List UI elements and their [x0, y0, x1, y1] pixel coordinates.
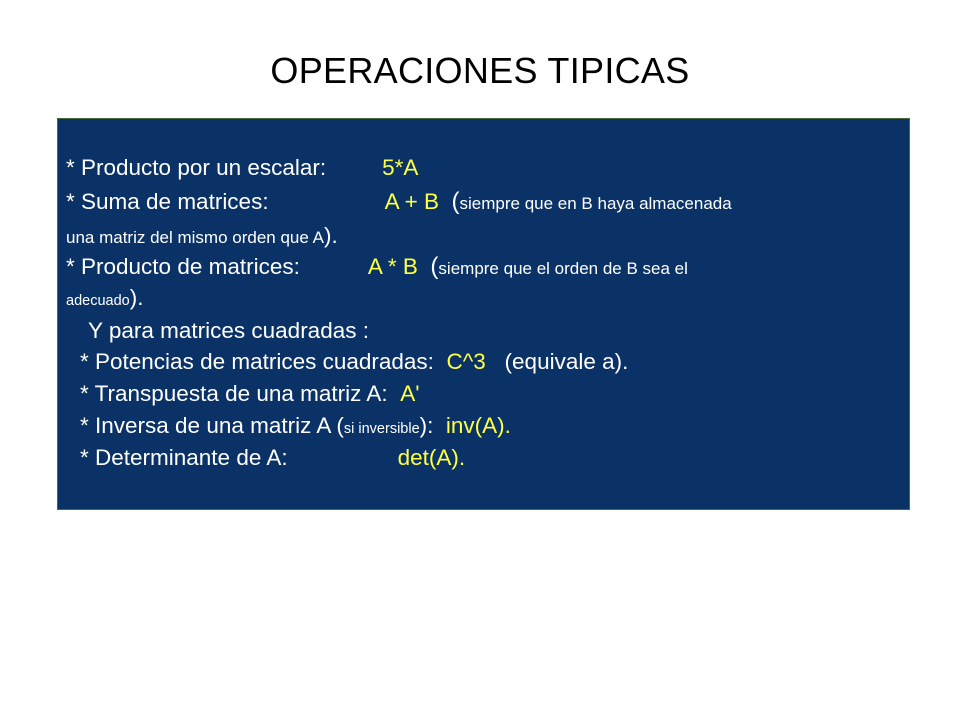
- item-note-cont: una matriz del mismo orden que A: [66, 228, 324, 247]
- list-item-matrix-sum: [66, 188, 732, 216]
- item-tail: (equivale a).: [504, 349, 629, 374]
- section-heading-square: Y para matrices cuadradas :: [88, 318, 369, 343]
- list-item-transpose: [80, 381, 420, 407]
- item-code: det(A).: [397, 445, 466, 470]
- operations-panel: [57, 118, 910, 510]
- item-label: * Transpuesta de una matriz A:: [80, 381, 388, 406]
- item-note-cont: adecuado: [66, 293, 130, 309]
- list-item-scalar-product: [66, 155, 418, 181]
- list-item-matrix-sum-cont: [66, 223, 338, 249]
- list-item-powers: [80, 349, 628, 375]
- item-open-paren: (: [451, 188, 460, 215]
- list-item-inverse: [80, 413, 511, 439]
- list-item-matrix-product-cont: [66, 285, 143, 311]
- item-close-paren: ).: [129, 285, 144, 310]
- item-label: * Suma de matrices:: [66, 189, 269, 214]
- page-title: OPERACIONES TIPICAS: [270, 50, 690, 91]
- list-item-determinant: [80, 445, 465, 471]
- item-label: * Potencias de matrices cuadradas:: [80, 349, 434, 374]
- item-code: A + B: [384, 189, 439, 214]
- item-close-paren: ).: [323, 223, 338, 248]
- item-label: * Determinante de A:: [80, 445, 288, 470]
- list-item-matrix-product: [66, 253, 688, 281]
- item-code: 5*A: [382, 155, 419, 180]
- item-note: si inversible: [343, 421, 420, 437]
- item-open-paren: (: [430, 253, 439, 280]
- item-label: * Producto de matrices:: [66, 254, 300, 279]
- item-code: C^3: [446, 349, 486, 374]
- item-code: A': [400, 381, 420, 406]
- item-close-paren: ):: [419, 413, 434, 438]
- item-note: siempre que el orden de B sea el: [438, 259, 688, 278]
- item-label: * Producto por un escalar:: [66, 155, 327, 180]
- item-code: A * B: [367, 254, 418, 279]
- item-label: * Inversa de una matriz A (: [80, 413, 344, 438]
- item-code: inv(A).: [445, 413, 511, 438]
- item-note: siempre que en B haya almacenada: [459, 194, 732, 213]
